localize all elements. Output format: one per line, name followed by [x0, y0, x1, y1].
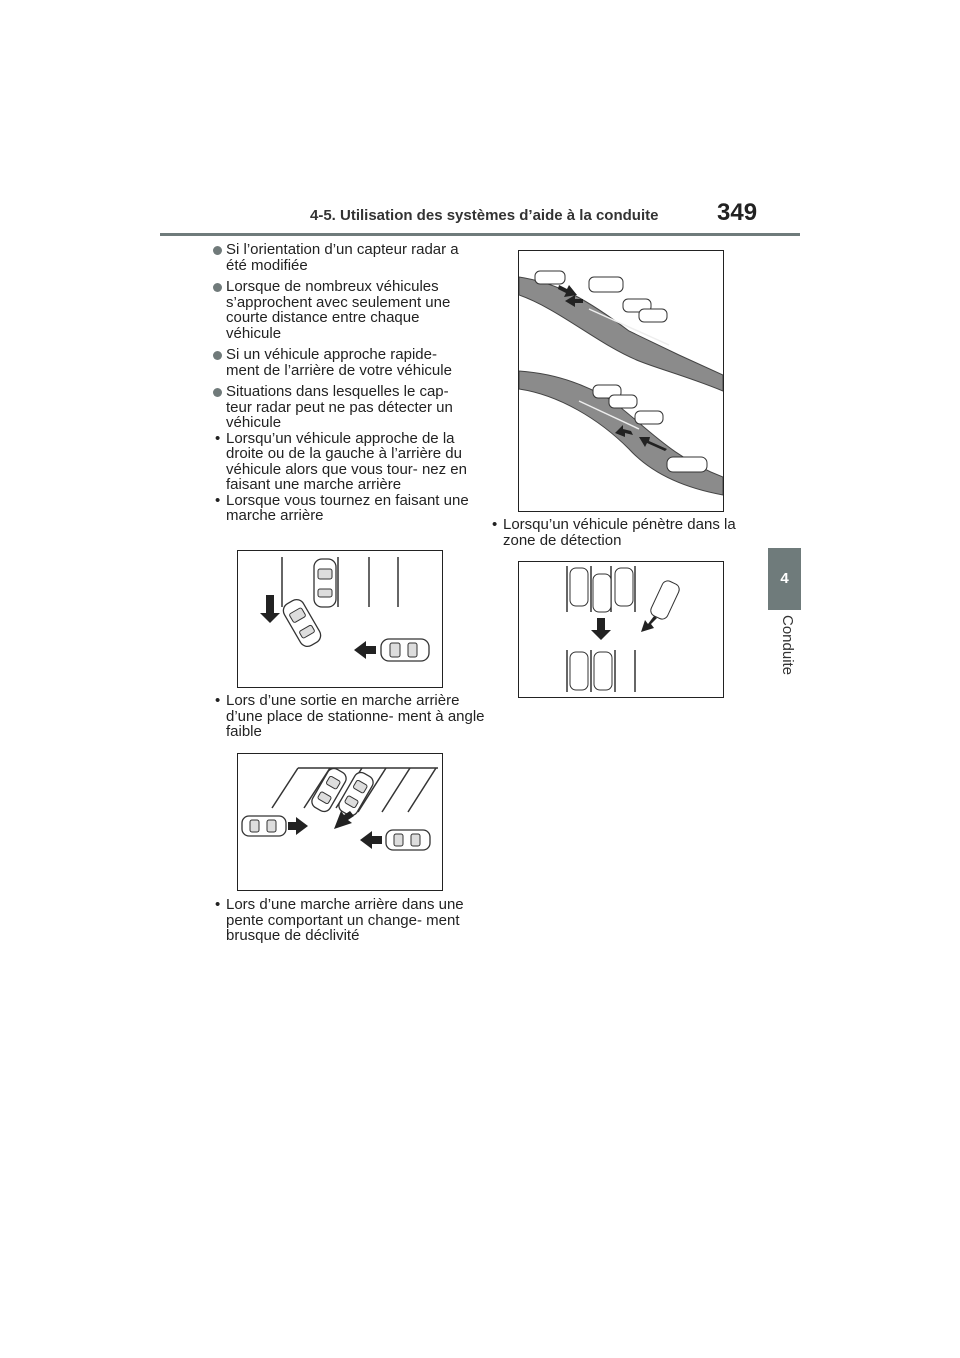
figure-angled-parking	[237, 753, 443, 891]
car-icon	[242, 816, 286, 836]
car-icon	[386, 830, 430, 850]
sub-item: • Lors d’une sortie en marche arrière d’une place de stationne- ment à angle faible	[213, 693, 486, 740]
car-icon	[314, 559, 336, 607]
bullet-item: Lorsque de nombreux véhicules s’approchent avec seulement une courte distance entre chaque véhicule	[213, 279, 473, 341]
parking-turn-illustration	[238, 551, 442, 687]
bullet-item: Si l’orientation d’un capteur radar a été modifiée	[213, 242, 473, 273]
bullet-item: Si un véhicule approche rapide- ment de l’arrière de votre véhicule	[213, 347, 473, 378]
sub-item: • Lors d’une marche arrière dans une pente comportant un change- ment brusque de déclivité	[213, 897, 486, 944]
section-title: 4-5. Utilisation des systèmes d’aide à la conduite	[310, 207, 659, 224]
sub-item: • Lorsqu’un véhicule approche de la droite ou de la gauche à l’arrière du véhicule alors que vous tour- nez en faisant une marche arrière	[213, 431, 473, 493]
angled-parking-illustration	[238, 754, 442, 890]
sub-item: • Lorsqu’un véhicule pénètre dans la zone de détection	[490, 517, 763, 548]
figure-detection-zone	[518, 561, 724, 698]
header-rule	[160, 233, 800, 236]
arrow-icon	[288, 811, 382, 849]
figure-turning-reverse	[237, 550, 443, 688]
chapter-label: Conduite	[779, 615, 796, 676]
car-icon	[381, 639, 429, 661]
page-number: 349	[717, 199, 758, 226]
arrow-icon	[591, 616, 657, 640]
left-column	[213, 242, 473, 524]
figure-slope	[518, 250, 724, 512]
bullet-item: Situations dans lesquelles le cap- teur radar peut ne pas détecter un véhicule	[213, 384, 473, 431]
sub-item: • Lorsque vous tournez en faisant une marche arrière	[213, 493, 473, 524]
detection-zone-illustration	[519, 562, 723, 697]
chapter-tab[interactable]: 4	[768, 548, 801, 610]
slope-illustration	[519, 251, 723, 511]
car-icon	[649, 579, 681, 621]
